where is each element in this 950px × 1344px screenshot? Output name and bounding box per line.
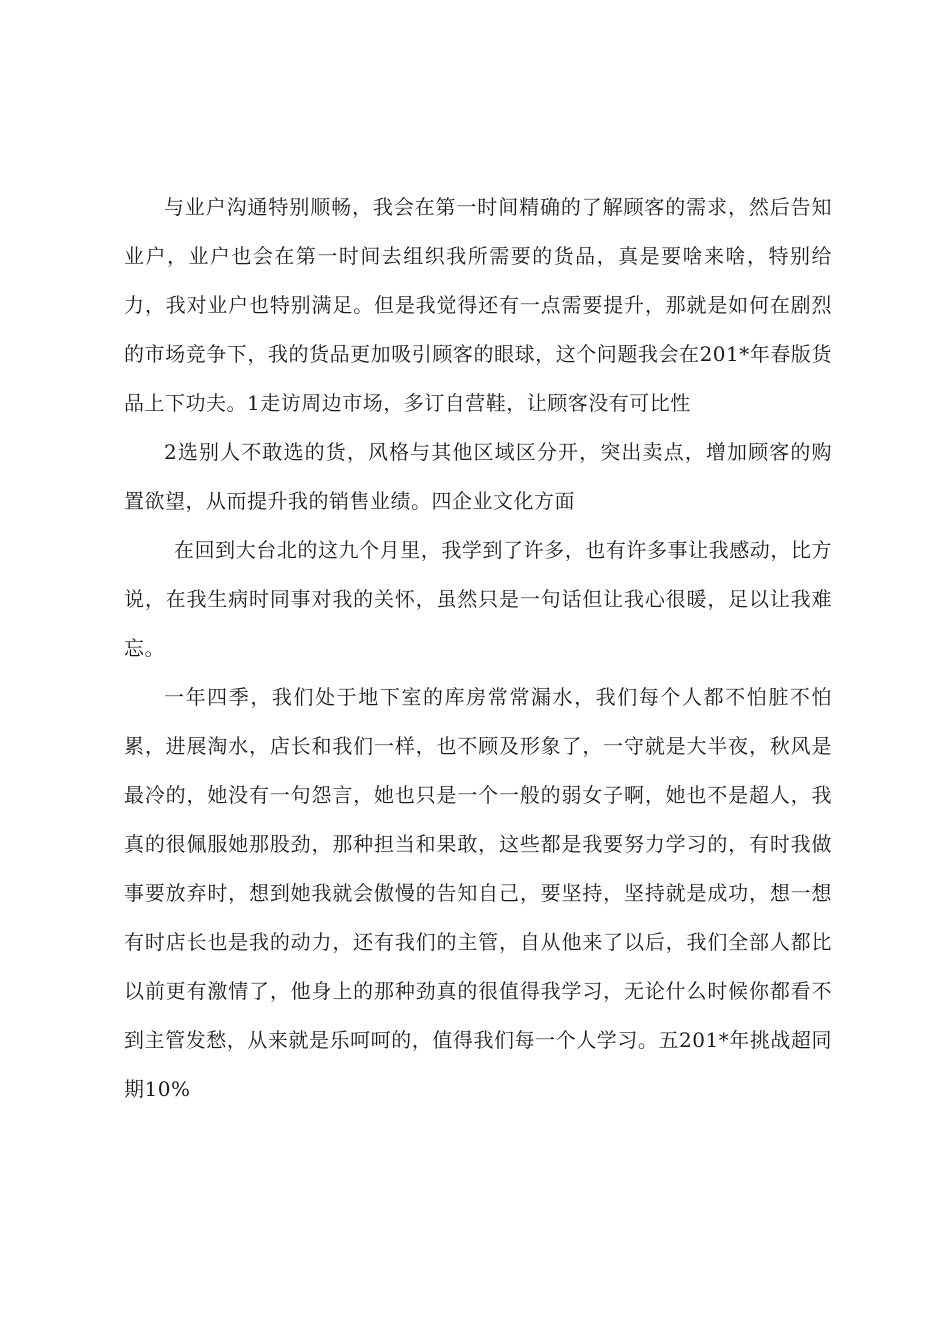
document-body bbox=[124, 183, 832, 1114]
paragraph-1: 与业户沟通特别顺畅，我会在第一时间精确的了解顾客的需求，然后告知业户，业户也会在第一时间去组织我所需要的货品，真是要啥来啥，特别给力，我对业户也特别满足。但是我觉得还有一点需要提升，那就是如何在剧烈的市场竞争下，我的货品更加吸引顾客的眼球，这个问题我会在201*年春版货品上下功夫。1走访周边市场，多订自营鞋，让顾客没有可比性 bbox=[124, 195, 832, 415]
paragraph-3: 在回到大台北的这九个月里，我学到了许多，也有许多事让我感动，比方说，在我生病时同事对我的关怀，虽然只是一句话但让我心很暖，足以让我难忘。 bbox=[124, 538, 832, 660]
paragraph-2: 2选别人不敢选的货，风格与其他区域区分开，突出卖点，增加顾客的购置欲望，从而提升我的销售业绩。四企业文化方面 bbox=[124, 440, 832, 513]
paragraph-4: 一年四季，我们处于地下室的库房常常漏水，我们每个人都不怕脏不怕累，进展淘水，店长和我们一样，也不顾及形象了，一守就是大半夜，秋风是最冷的，她没有一句怨言，她也只是一个一般的弱女子啊，她也不是超人，我真的很佩服她那股劲，那种担当和果敢，这些都是我要努力学习的，有时我做事要放弃时，想到她我就会傲慢的告知自己，要坚持，坚持就是成功，想一想有时店长也是我的动力，还有我们的主管，自从他来了以后，我们全部人都比以前更有激情了，他身上的那种劲真的很值得我学习，无论什么时候你都看不到主管发愁，从来就是乐呵呵的，值得我们每一个人学习。五201*年挑战超同期10% bbox=[124, 685, 832, 1101]
